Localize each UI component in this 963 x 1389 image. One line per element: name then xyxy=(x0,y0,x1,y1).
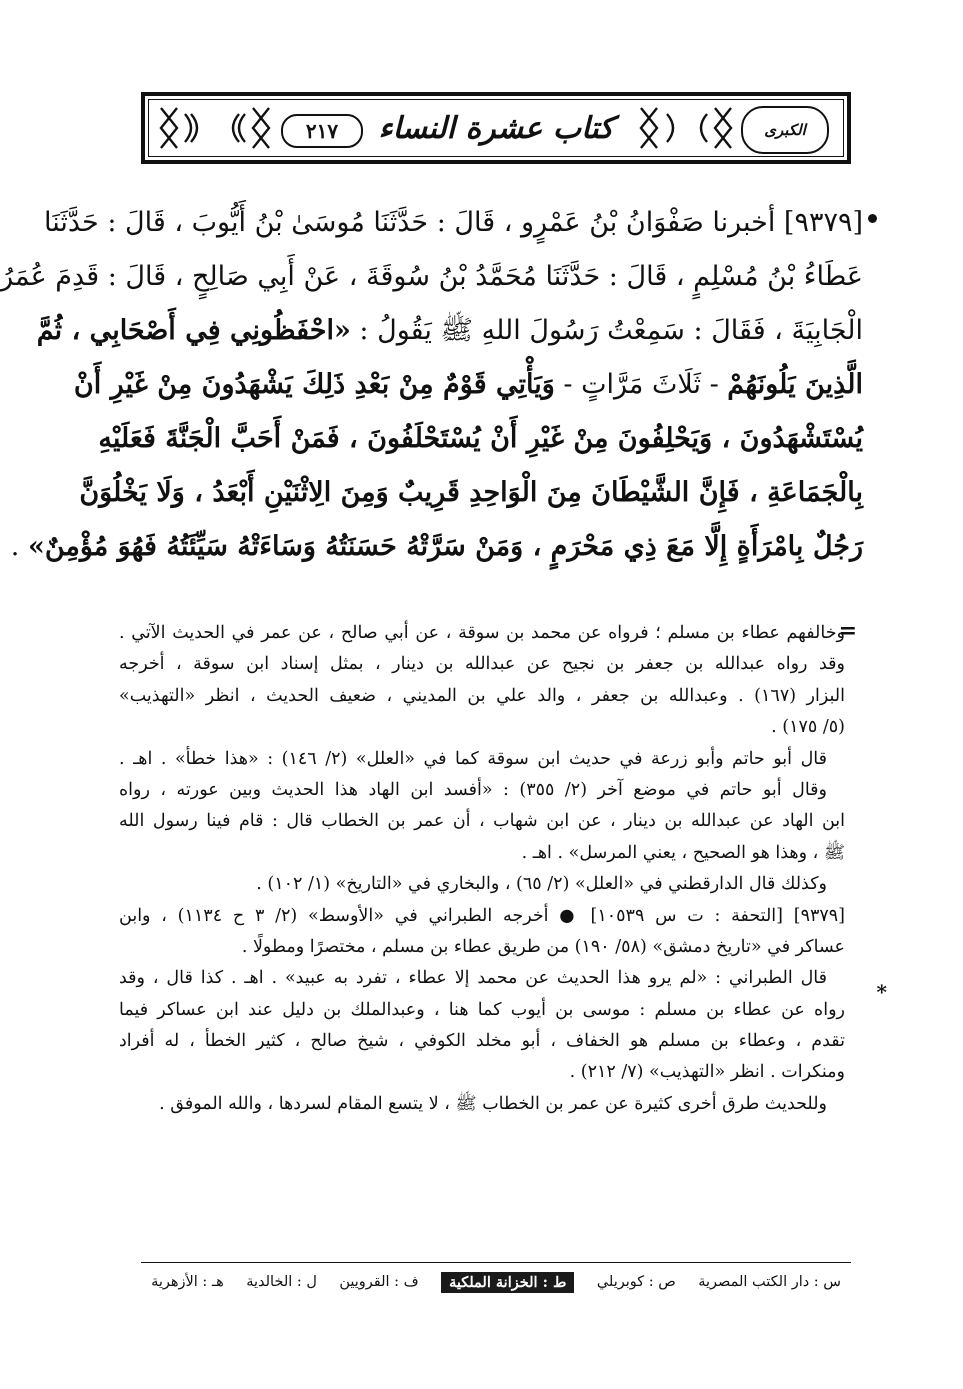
footnote-line: (٥/ ١٧٥) . xyxy=(771,717,845,738)
publisher-logo: الكبرى xyxy=(741,106,829,154)
hadith-line-text: الْجَابِيَةَ ، فَقَالَ : سَمِعْتُ رَسُولَ اللهِ ﷺ يَقُولُ : xyxy=(350,315,863,346)
book-title: كتاب عشرة النساء xyxy=(378,110,614,146)
siglum-active: ط : الخزانة الملكية xyxy=(441,1272,574,1293)
siglum: هـ : الأزهرية xyxy=(151,1274,224,1290)
footnote-line: وكذلك قال الدارقطني في «العلل» (٢/ ٦٥) ، والبخاري في «التاريخ» (١/ ١٠٢) . xyxy=(256,874,827,895)
hadith-line xyxy=(10,520,863,574)
hadith-text xyxy=(0,196,863,574)
footnote-line: ابن الهاد عن عبدالله بن دينار ، عن ابن شهاب ، أن عمر بن الخطاب قال : قام فينا رسول الله xyxy=(119,811,845,832)
footnote-line: قال الطبراني : «لم يرو هذا الحديث عن محمد إلا عطاء ، تفرد به عبيد» . اهـ . كذا قال ، وقد xyxy=(119,968,827,989)
hadith-line xyxy=(79,466,863,520)
siglum: ص : كوبريلي xyxy=(596,1274,676,1290)
hadith-line xyxy=(0,250,863,304)
footnote-line: عساكر في «تاريخ دمشق» (٥٨/ ١٩٠) من طريق عطاء بن مسلم ، مختصرًا ومطولًا . xyxy=(241,936,845,957)
continuation-mark: = xyxy=(838,618,857,644)
sigla-divider xyxy=(141,1262,851,1263)
hadith-line-text: - ثَلَاثَ مَرَّاتٍ - xyxy=(554,369,728,400)
hadith-matn: وَيَأْتِي قَوْمٌ مِنْ بَعْدِ ذَلِكَ يَشْهَدُونَ مِنْ غَيْرِ أَنْ xyxy=(73,369,555,400)
footnote-line: تقدم ، وعطاء بن مسلم هو الخفاف ، أبو مخلد الكوفي ، شيخ صالح ، كثير الخطأ ، له أفراد xyxy=(119,1031,845,1052)
page-header-banner xyxy=(141,92,851,164)
footnote-line: ﷺ ، وهذا هو الصحيح ، يعني المرسل» . اهـ . xyxy=(521,842,845,863)
footnote-line: وقال أبو حاتم في موضع آخر (٢/ ٣٥٥) : «أفسد ابن الهاد هذا الحديث وبين عورته ، رواه xyxy=(119,779,827,800)
hadith-line-text: . xyxy=(10,531,28,562)
hadith-matn: بِالْجَمَاعَةِ ، فَإِنَّ الشَّيْطَانَ مِنَ الْوَاحِدِ قَرِيبٌ وَمِنَ الِاثْنَيْنِ أَبْعَدُ ، وَلَا يَخْلُوَنَّ xyxy=(79,477,863,508)
hadith-line xyxy=(43,196,863,250)
manuscript-sigla-bar xyxy=(151,1268,841,1296)
hadith-line xyxy=(36,304,863,358)
left-ornament-icon xyxy=(157,102,277,154)
footnotes xyxy=(119,618,845,1120)
hadith-matn: يُسْتَشْهَدُونَ ، وَيَحْلِفُونَ مِنْ غَيْرِ أَنْ يُسْتَحْلَفُونَ ، فَمَنْ أَحَبَّ الْجَنَّةَ فَعَلَيْهِ xyxy=(98,423,863,454)
hadith-matn: الَّذِينَ يَلُونَهُمْ xyxy=(727,369,863,400)
hadith-matn: رَجُلٌ بِامْرَأَةٍ إِلَّا مَعَ ذِي مَحْرَمٍ ، وَمَنْ سَرَّتْهُ حَسَنَتُهُ وَسَاءَتْهُ سَيِّئَتُهُ فَهُوَ مُؤْمِنٌ» xyxy=(27,531,863,562)
hadith-line-text: [٩٣٧٩] أخبرنا صَفْوَانُ بْنُ عَمْرٍو ، قَالَ : حَدَّثَنَا مُوسَىٰ بْنُ أَيُّوبَ ، قَالَ : حَدَّثَنَا xyxy=(43,207,863,238)
footnote-line: وقد رواه عبدالله بن جعفر بن نجيح عن عبدالله بن دينار ، بمثل إسناد ابن سوقة ، أخرجه xyxy=(119,654,845,675)
siglum: ل : الخالدية xyxy=(246,1274,317,1290)
footnote-line: البزار (١٦٧) . وعبدالله بن جعفر ، والد علي بن المديني ، ضعيف الحديث ، انظر «التهذيب» xyxy=(119,685,845,706)
footnote-line: قال أبو حاتم وأبو زرعة في حديث ابن سوقة كما في «العلل» (٢/ ١٤٦) : «هذا خطأ» . اهـ . xyxy=(119,748,827,769)
siglum: ف : القرويين xyxy=(339,1274,419,1290)
siglum: س : دار الكتب المصرية xyxy=(698,1274,841,1290)
footnote-line: وللحديث طرق أخرى كثيرة عن عمر بن الخطاب ﷺ ، لا يتسع المقام لسردها ، والله الموفق . xyxy=(159,1093,827,1114)
footnote-line: [٩٣٧٩] [التحفة : ت س ١٠٥٣٩] ● أخرجه الطبراني في «الأوسط» (٢/ ٣ ح ١١٣٤) ، وابن xyxy=(119,905,845,926)
hadith-line-text: عَطَاءُ بْنُ مُسْلِمٍ ، قَالَ : حَدَّثَنَا مُحَمَّدُ بْنُ سُوقَةَ ، عَنْ أَبِي صَالِحٍ ، قَالَ : قَدِمَ عُمَرُ xyxy=(0,261,863,292)
page-number: ٢١٧ xyxy=(281,114,363,148)
footnote-line: رواه عن عطاء بن مسلم : موسى بن أيوب كما هنا ، وعبدالملك بن دليل عند ابن عساكر فيما xyxy=(119,999,845,1020)
hadith-bullet-icon xyxy=(868,214,877,223)
right-ornament-icon xyxy=(637,102,737,154)
hadith-line xyxy=(98,412,863,466)
hadith-line xyxy=(73,358,863,412)
footnote-line: وخالفهم عطاء بن مسلم ؛ فرواه عن محمد بن سوقة ، عن أبي صالح ، عن عمر في الحديث الآتي . xyxy=(119,623,845,643)
footnote-line: ومنكرات . انظر «التهذيب» (٧/ ٢١٢) . xyxy=(569,1062,845,1083)
hadith-matn: «احْفَظُونِي فِي أَصْحَابِي ، ثُمَّ xyxy=(36,315,351,346)
star-mark: * xyxy=(876,980,887,1004)
